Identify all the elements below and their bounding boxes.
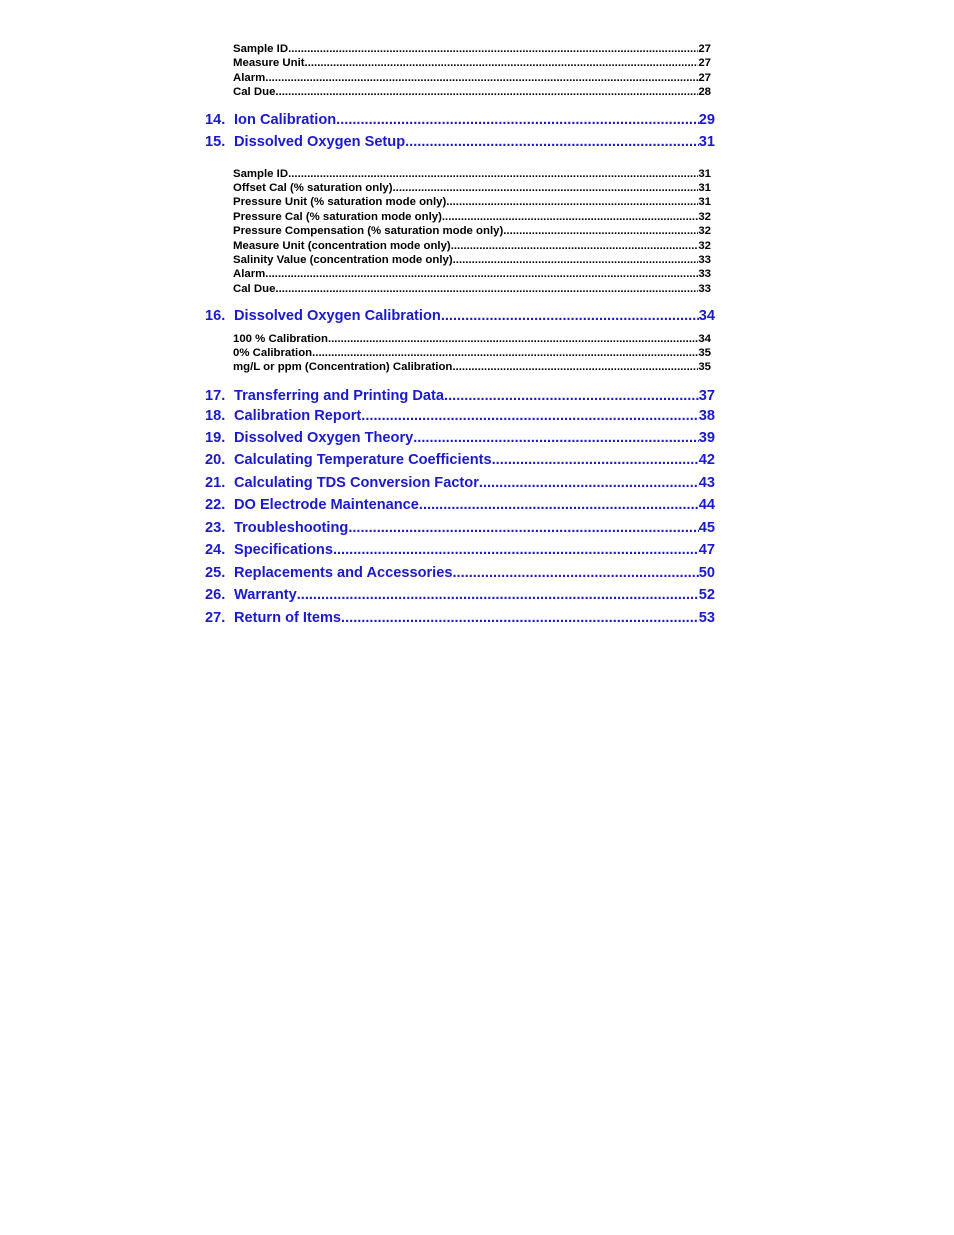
chapter-number: 27. (205, 609, 226, 626)
chapter-title: Warranty (234, 587, 297, 604)
entry-page: 31 (698, 181, 711, 194)
chapter-number: 16. (205, 308, 226, 325)
dot-leader (393, 181, 699, 195)
dot-leader (341, 607, 699, 630)
toc-chapter[interactable] (205, 387, 715, 405)
chapter-page: 31 (698, 134, 715, 151)
chapter-page: 38 (698, 407, 715, 424)
toc-subentry[interactable] (233, 85, 711, 99)
toc-chapter[interactable] (205, 494, 715, 517)
toc-subentry[interactable] (233, 167, 711, 181)
chapter-page: 53 (698, 609, 715, 626)
dot-leader (297, 584, 699, 607)
dot-leader (348, 517, 698, 540)
chapter-title: Calculating Temperature Coefficients (234, 452, 492, 469)
entry-page: 32 (698, 210, 711, 223)
toc-chapter[interactable] (205, 449, 715, 472)
dot-leader (275, 85, 698, 99)
dot-leader (492, 449, 699, 472)
chapter-title: Transferring and Printing Data (234, 387, 445, 404)
entry-title: Cal Due (233, 282, 276, 295)
toc-subentry[interactable] (233, 332, 711, 346)
dot-leader (442, 210, 698, 224)
chapter-number: 17. (205, 387, 226, 404)
chapter-page: 52 (698, 587, 715, 604)
toc-subentry[interactable] (233, 267, 711, 281)
dot-leader (333, 539, 699, 562)
entry-title: 0% Calibration (233, 346, 313, 359)
entry-title: 100 % Calibration (233, 332, 328, 345)
dot-leader (446, 195, 698, 209)
toc-chapter[interactable] (205, 539, 715, 562)
chapter-number: 24. (205, 542, 226, 559)
dot-leader (288, 167, 698, 181)
toc-subentry[interactable] (233, 42, 711, 56)
entry-page: 33 (698, 253, 711, 266)
entry-title: Measure Unit (concentration mode only) (233, 239, 451, 252)
dot-leader (441, 305, 699, 328)
toc-chapter[interactable] (205, 427, 715, 450)
entry-title: Pressure Cal (% saturation mode only) (233, 210, 442, 223)
chapter-number: 15. (205, 134, 226, 151)
chapter-page: 42 (698, 452, 715, 469)
toc-subentry[interactable] (233, 195, 711, 209)
entry-page: 27 (698, 57, 711, 70)
chapter-number: 22. (205, 497, 226, 514)
entry-page: 33 (698, 268, 711, 281)
toc-subentry[interactable] (233, 282, 711, 296)
chapter-page: 43 (698, 474, 715, 491)
entry-page: 34 (698, 332, 711, 345)
toc-chapter[interactable] (205, 109, 715, 132)
toc-subentry[interactable] (233, 239, 711, 253)
entry-page: 35 (698, 346, 711, 359)
dot-leader (413, 427, 699, 450)
chapter-title: Dissolved Oxygen Setup (234, 134, 406, 151)
dot-leader (288, 42, 698, 56)
entry-title: Offset Cal (% saturation only) (233, 181, 393, 194)
toc-subentry[interactable] (233, 360, 711, 374)
toc-subentry[interactable] (233, 253, 711, 267)
chapter-number: 18. (205, 407, 226, 424)
entry-page: 31 (698, 167, 711, 180)
chapter-title: Return of Items (234, 609, 342, 626)
entry-page: 27 (698, 71, 711, 84)
toc-chapter[interactable] (205, 405, 715, 427)
dot-leader (328, 332, 698, 346)
chapter-page: 37 (698, 387, 715, 404)
entry-page: 27 (698, 43, 711, 55)
chapter-page: 34 (698, 308, 715, 325)
toc-subentry[interactable] (233, 181, 711, 195)
dot-leader (312, 346, 698, 360)
chapter-title: Calibration Report (234, 407, 362, 424)
table-of-contents (205, 42, 715, 629)
dot-leader (453, 253, 699, 267)
toc-chapter[interactable] (205, 472, 715, 495)
dot-leader (503, 224, 698, 238)
dot-leader (419, 494, 699, 517)
entry-page: 32 (698, 239, 711, 252)
dot-leader (265, 71, 698, 85)
chapter-title: Calculating TDS Conversion Factor (234, 474, 479, 491)
chapter-number: 20. (205, 452, 226, 469)
dot-leader (361, 405, 698, 427)
chapter-page: 29 (698, 111, 715, 128)
toc-subentry[interactable] (233, 210, 711, 224)
chapter-number: 26. (205, 587, 226, 604)
toc-subentry[interactable] (233, 346, 711, 360)
chapter-number: 23. (205, 519, 226, 536)
dot-leader (451, 239, 699, 253)
dot-leader (452, 562, 698, 585)
dot-leader (479, 472, 699, 495)
chapter-page: 39 (698, 429, 715, 446)
chapter-page: 50 (698, 564, 715, 581)
entry-title: Sample ID (233, 43, 289, 55)
dot-leader (265, 267, 698, 281)
chapter-number: 14. (205, 111, 226, 128)
dot-leader (444, 387, 699, 405)
chapter-page: 45 (698, 519, 715, 536)
toc-chapter[interactable] (205, 517, 715, 540)
chapter-page: 44 (698, 497, 715, 514)
toc-chapter[interactable] (205, 131, 715, 154)
chapter-title: Specifications (234, 542, 333, 559)
toc-chapter[interactable] (205, 607, 715, 630)
chapter-title: Dissolved Oxygen Theory (234, 429, 414, 446)
toc-chapter[interactable] (205, 305, 715, 328)
chapter-number: 21. (205, 474, 226, 491)
dot-leader (336, 109, 699, 132)
entry-title: Pressure Unit (% saturation mode only) (233, 196, 447, 209)
entry-title: Pressure Compensation (% saturation mode only) (233, 225, 504, 238)
toc-subentry[interactable] (233, 71, 711, 85)
entry-title: Alarm (233, 268, 266, 281)
entry-title: Measure Unit (233, 57, 305, 70)
entry-title: Cal Due (233, 86, 276, 99)
entry-page: 32 (698, 225, 711, 238)
chapter-page: 47 (698, 542, 715, 559)
dot-leader (305, 56, 699, 70)
dot-leader (275, 282, 698, 296)
chapter-number: 25. (205, 564, 226, 581)
entry-title: Alarm (233, 71, 266, 84)
chapter-title: Dissolved Oxygen Calibration (234, 308, 441, 325)
entry-page: 28 (698, 86, 711, 99)
entry-page: 33 (698, 282, 711, 295)
chapter-title: Troubleshooting (234, 519, 349, 536)
chapter-number: 19. (205, 429, 226, 446)
entry-title: mg/L or ppm (Concentration) Calibration (233, 361, 453, 374)
toc-chapter[interactable] (205, 562, 715, 585)
dot-leader (452, 360, 698, 374)
toc-chapter[interactable] (205, 584, 715, 607)
toc-subentry[interactable] (233, 224, 711, 238)
dot-leader (405, 131, 699, 154)
entry-title: Sample ID (233, 167, 289, 180)
chapter-title: Ion Calibration (234, 111, 337, 128)
entry-title: Salinity Value (concentration mode only) (233, 253, 453, 266)
chapter-title: Replacements and Accessories (234, 564, 453, 581)
chapter-title: DO Electrode Maintenance (234, 497, 419, 514)
entry-page: 35 (698, 361, 711, 374)
entry-page: 31 (698, 196, 711, 209)
toc-subentry[interactable] (233, 56, 711, 70)
